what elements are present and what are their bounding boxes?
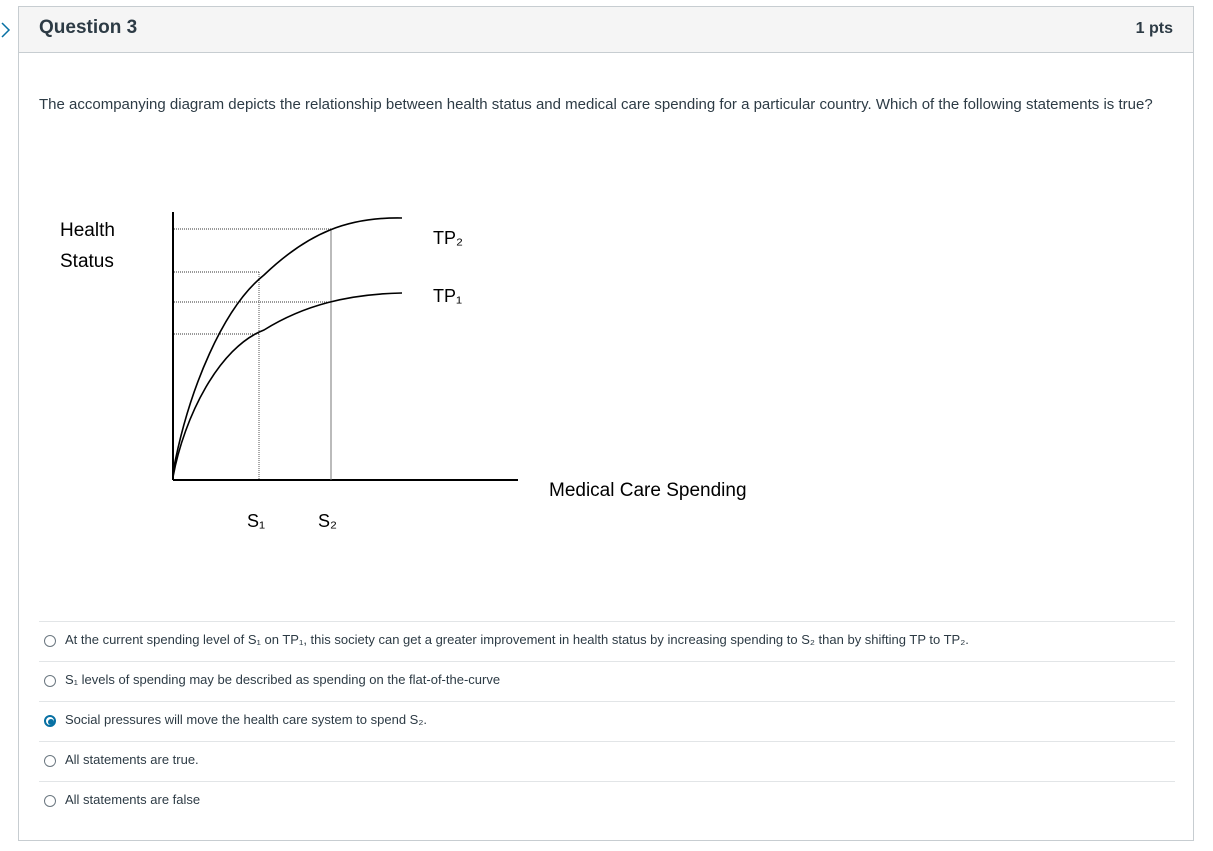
question-text: The accompanying diagram depicts the relationship between health status and medical care spending for a particular country. Which of the following statements is true? (39, 96, 1153, 113)
answer-label[interactable]: Social pressures will move the health care system to spend S₂. (65, 712, 427, 727)
radio-button[interactable] (44, 635, 56, 647)
radio-button[interactable] (44, 795, 56, 807)
y-axis-label-line1: Health (60, 220, 115, 241)
answer-option[interactable] (39, 781, 1175, 821)
curve-tp2-label: TP₂ (433, 228, 463, 248)
answer-label[interactable]: All statements are false (65, 792, 201, 807)
radio-button-selected[interactable] (44, 715, 56, 727)
answer-option[interactable] (39, 661, 1175, 701)
answer-option[interactable] (39, 741, 1175, 781)
curve-tp1 (173, 293, 402, 477)
question-title: Question 3 (39, 17, 138, 38)
question-points: 1 pts (1135, 20, 1173, 37)
answer-option[interactable] (39, 621, 1175, 661)
health-status-diagram (19, 187, 819, 567)
answer-label[interactable]: S₁ levels of spending may be described as spending on the flat-of-the-curve (65, 672, 501, 687)
y-axis-label-line2: Status (60, 251, 114, 272)
answer-list (39, 621, 1175, 821)
chevron-right-icon[interactable] (0, 20, 14, 40)
tick-s1-label: S₁ (247, 511, 266, 531)
answer-label[interactable]: All statements are true. (65, 752, 199, 767)
curve-tp1-label: TP₁ (433, 286, 463, 306)
radio-button[interactable] (44, 675, 56, 687)
radio-button[interactable] (44, 755, 56, 767)
question-header (19, 7, 1193, 53)
answer-option[interactable] (39, 701, 1175, 741)
x-axis-label: Medical Care Spending (549, 480, 747, 501)
tick-s2-label: S₂ (318, 511, 337, 531)
question-card (18, 6, 1194, 841)
curve-tp2 (173, 218, 402, 472)
answer-label[interactable]: At the current spending level of S₁ on TP₁, this society can get a greater improvement in health status by increasing spending to S₂ than by shifting TP to TP₂. (65, 632, 969, 647)
